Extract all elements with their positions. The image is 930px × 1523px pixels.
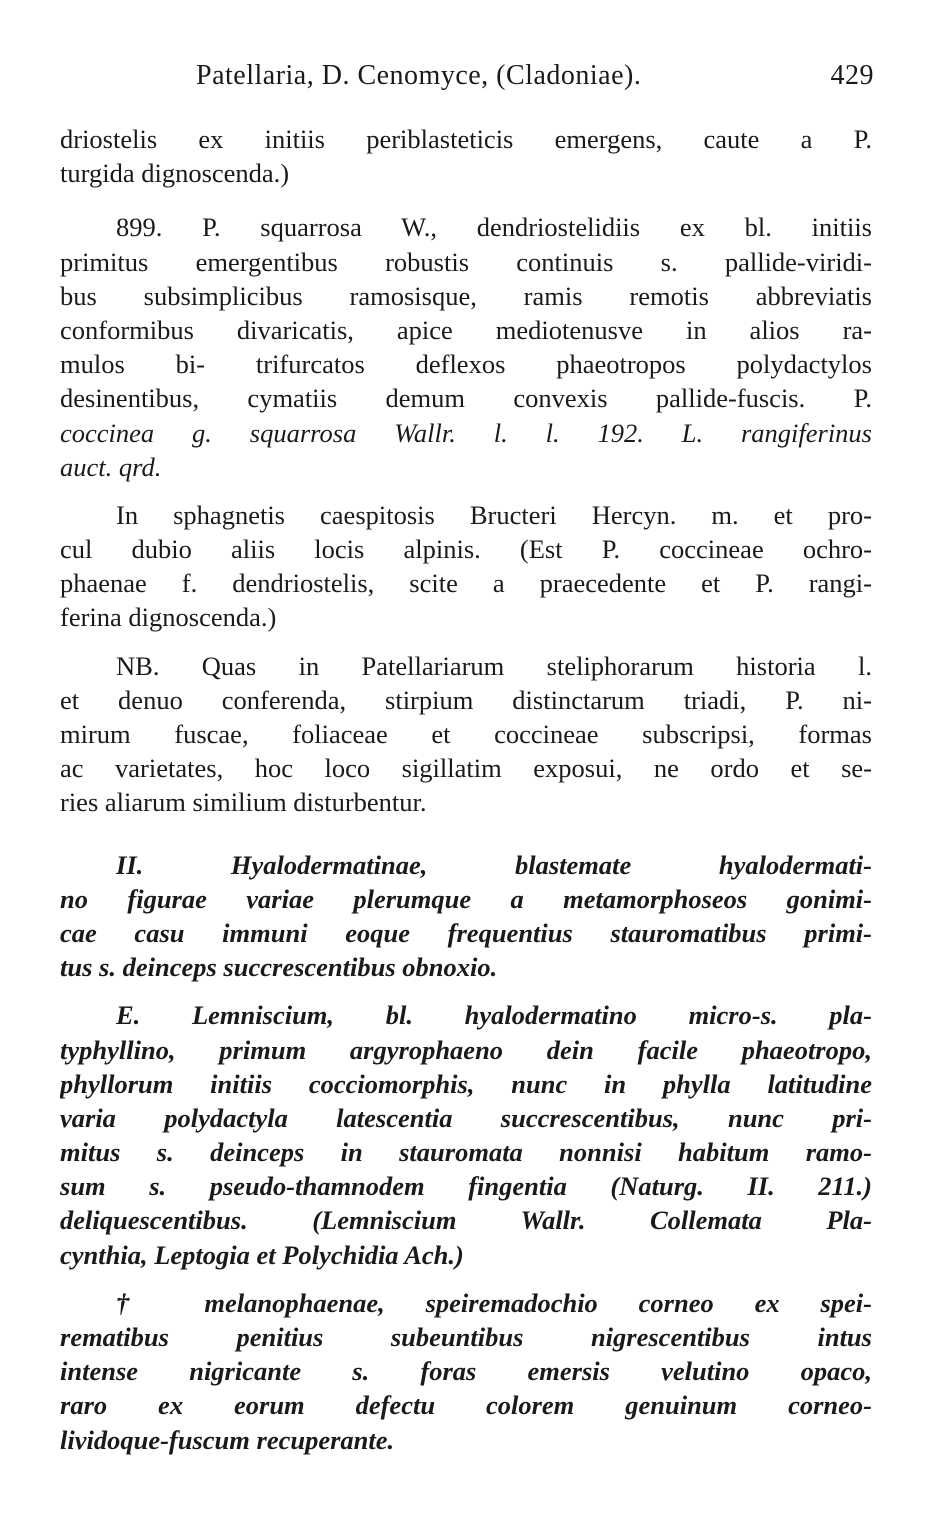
text-line: driostelis ex initiis periblasteticis emergens, caute a P. <box>60 124 872 154</box>
text-line: phyllorum initiis cocciomorphis, nunc in phylla latitudine <box>60 1068 872 1099</box>
running-head <box>196 60 876 96</box>
text-line: II. Hyalodermatinae, blastemate hyalodermati- <box>116 849 872 880</box>
paragraph-genus-lemniscium <box>60 998 872 1272</box>
text-line: ac varietates, hoc loco sigillatim exposui, ne ordo et se- <box>60 753 872 784</box>
text-line: ries aliarum similium disturbentur. <box>60 787 427 818</box>
text-line: typhyllino, primum argyrophaeno dein facile phaeotropo, <box>60 1034 872 1065</box>
text-line: desinentibus, cymatiis demum convexis pallide-fuscis. P. <box>60 383 872 414</box>
text-line: turgida dignoscenda.) <box>60 158 290 189</box>
text-line: mirum fuscae, foliaceae et coccineae subscripsi, formas <box>60 719 872 749</box>
text-line: ferina dignoscenda.) <box>60 602 277 633</box>
text-line: coccinea g. squarrosa Wallr. l. l. 192. L. rangiferinus <box>60 417 872 448</box>
paragraph-continuation <box>60 122 872 190</box>
text-line: mitus s. deinceps in stauromata nonnisi habitum ramo- <box>60 1137 872 1168</box>
text-line: varia polydactyla latescentia succrescentibus, nunc pri- <box>60 1102 872 1133</box>
paragraph-section-ii <box>60 848 872 985</box>
text-line: mulos bi- trifurcatos deflexos phaeotropos polydactylos <box>60 349 872 380</box>
paragraph-nb-note <box>60 649 872 820</box>
paragraph-species-899 <box>60 210 872 484</box>
page-number: 429 <box>830 60 874 91</box>
text-line: no figurae variae plerumque a metamorphoseos gonimi- <box>60 883 872 914</box>
text-line: rematibus penitius subeuntibus nigrescentibus intus <box>60 1322 872 1352</box>
text-line: tus s. deinceps succrescentibus obnoxio. <box>60 952 498 983</box>
text-line: E. Lemniscium, bl. hyalodermatino micro-s. pla- <box>116 1000 872 1031</box>
text-line: conformibus divaricatis, apice mediotenusve in alios ra- <box>60 314 872 345</box>
running-title: Patellaria, D. Cenomyce, (Cladoniae). <box>196 60 642 91</box>
text-line: sum s. pseudo-thamnodem fingentia (Naturg. II. 211.) <box>60 1171 872 1202</box>
text-line: phaenae f. dendriostelis, scite a praecedente et P. rangi- <box>60 568 872 599</box>
text-line: cynthia, Leptogia et Polychidia Ach.) <box>60 1239 464 1270</box>
text-line: cae casu immuni eoque frequentius stauromatibus primi- <box>60 917 872 948</box>
text-line: raro ex eorum defectu colorem genuinum corneo- <box>60 1390 872 1421</box>
text-line: intense nigricante s. foras emersis velutino opaco, <box>60 1356 872 1387</box>
body-text <box>60 122 872 1457</box>
paragraph-habitat <box>60 498 872 635</box>
paragraph-subsection-melanophaenae <box>60 1286 872 1457</box>
text-line: et denuo conferenda, stirpium distinctarum triadi, P. ni- <box>60 684 872 715</box>
text-line: bus subsimplicibus ramosisque, ramis remotis abbreviatis <box>60 280 872 311</box>
text-line: cul dubio aliis locis alpinis. (Est P. coccineae ochro- <box>60 534 872 565</box>
text-line: In sphagnetis caespitosis Bructeri Hercyn. m. et pro- <box>116 499 872 530</box>
text-line: primitus emergentibus robustis continuis s. pallide-viridi- <box>60 246 872 277</box>
text-line: 899. P. squarrosa W., dendriostelidiis ex bl. initiis <box>116 212 872 243</box>
text-line: deliquescentibus. (Lemniscium Wallr. Collemata Pla- <box>60 1205 872 1236</box>
text-line: NB. Quas in Patellariarum steliphorarum historia l. <box>116 650 872 681</box>
text-line: auct. qrd. <box>60 451 162 482</box>
text-line: lividoque-fuscum recuperante. <box>60 1424 395 1455</box>
text-line: † melanophaenae, speiremadochio corneo ex spei- <box>116 1287 872 1318</box>
